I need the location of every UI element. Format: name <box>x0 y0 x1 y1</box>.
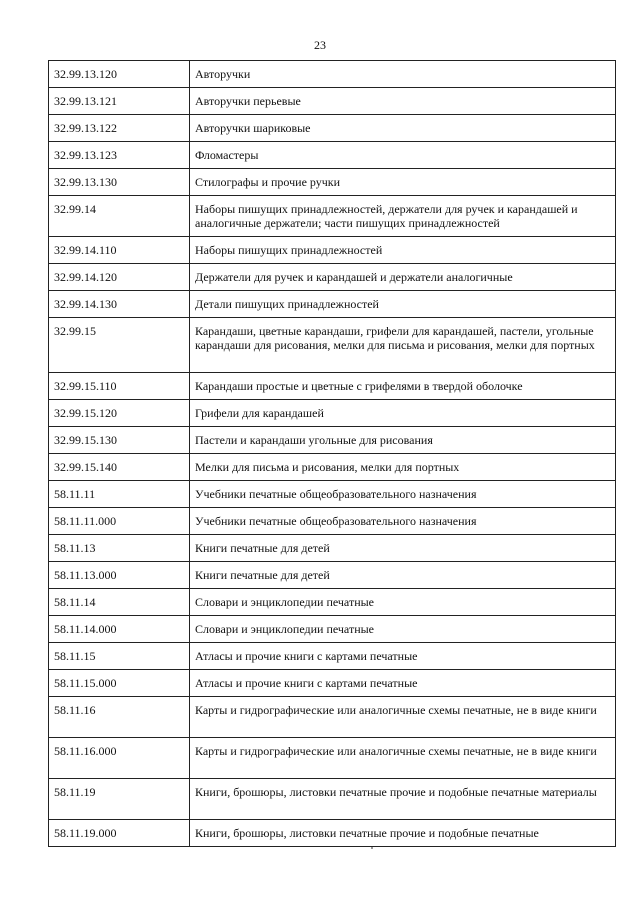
row-code: 58.11.19.000 <box>49 820 190 847</box>
row-code: 32.99.15 <box>49 318 190 373</box>
scan-speck <box>371 847 373 849</box>
table-row <box>49 454 616 481</box>
table-row <box>49 400 616 427</box>
row-code: 58.11.15.000 <box>49 670 190 697</box>
table-row <box>49 427 616 454</box>
row-name: Авторучки <box>190 61 616 88</box>
table-row <box>49 589 616 616</box>
table-row <box>49 820 616 847</box>
row-name: Наборы пишущих принадлежностей, держатели для ручек и карандашей и аналогичные держатели; части пишущих принадлежностей <box>190 196 616 237</box>
row-name: Держатели для ручек и карандашей и держатели аналогичные <box>190 264 616 291</box>
row-code: 58.11.14.000 <box>49 616 190 643</box>
table-row <box>49 88 616 115</box>
row-code: 32.99.14.120 <box>49 264 190 291</box>
row-name: Мелки для письма и рисования, мелки для портных <box>190 454 616 481</box>
row-code: 32.99.13.130 <box>49 169 190 196</box>
row-name: Авторучки шариковые <box>190 115 616 142</box>
row-name: Книги печатные для детей <box>190 535 616 562</box>
row-code: 32.99.13.122 <box>49 115 190 142</box>
row-code: 32.99.13.121 <box>49 88 190 115</box>
row-name: Авторучки перьевые <box>190 88 616 115</box>
table-row <box>49 169 616 196</box>
row-code: 32.99.15.120 <box>49 400 190 427</box>
row-name: Карты и гидрографические или аналогичные схемы печатные, не в виде книги <box>190 697 616 738</box>
table-row <box>49 616 616 643</box>
table-row <box>49 508 616 535</box>
row-name: Карты и гидрографические или аналогичные схемы печатные, не в виде книги <box>190 738 616 779</box>
row-name: Учебники печатные общеобразовательного назначения <box>190 481 616 508</box>
page-number: 23 <box>314 38 326 52</box>
table-row <box>49 264 616 291</box>
row-name: Пастели и карандаши угольные для рисования <box>190 427 616 454</box>
row-code: 32.99.15.110 <box>49 373 190 400</box>
row-name: Атласы и прочие книги с картами печатные <box>190 670 616 697</box>
row-code: 58.11.15 <box>49 643 190 670</box>
table-row <box>49 738 616 779</box>
row-code: 32.99.15.140 <box>49 454 190 481</box>
row-name: Стилографы и прочие ручки <box>190 169 616 196</box>
table-row <box>49 562 616 589</box>
row-name: Учебники печатные общеобразовательного назначения <box>190 508 616 535</box>
row-code: 32.99.14.130 <box>49 291 190 318</box>
row-name: Книги печатные для детей <box>190 562 616 589</box>
row-code: 32.99.14.110 <box>49 237 190 264</box>
row-code: 32.99.13.120 <box>49 61 190 88</box>
row-name: Карандаши простые и цветные с грифелями в твердой оболочке <box>190 373 616 400</box>
row-code: 58.11.19 <box>49 779 190 820</box>
table-body <box>49 61 616 847</box>
row-name: Грифели для карандашей <box>190 400 616 427</box>
row-code: 58.11.11 <box>49 481 190 508</box>
row-code: 58.11.13 <box>49 535 190 562</box>
table-row <box>49 61 616 88</box>
table-row <box>49 115 616 142</box>
row-code: 58.11.13.000 <box>49 562 190 589</box>
table-row <box>49 373 616 400</box>
row-name: Фломастеры <box>190 142 616 169</box>
table-row <box>49 481 616 508</box>
row-code: 58.11.16.000 <box>49 738 190 779</box>
row-code: 58.11.11.000 <box>49 508 190 535</box>
table-row <box>49 196 616 237</box>
row-name: Словари и энциклопедии печатные <box>190 589 616 616</box>
table-row <box>49 643 616 670</box>
row-name: Атласы и прочие книги с картами печатные <box>190 643 616 670</box>
row-code: 32.99.15.130 <box>49 427 190 454</box>
table-row <box>49 697 616 738</box>
row-name: Карандаши, цветные карандаши, грифели для карандашей, пастели, угольные карандаши для рисования, мелки для письма и рисования, мелки для портных <box>190 318 616 373</box>
table-row <box>49 237 616 264</box>
table-row <box>49 779 616 820</box>
row-code: 58.11.16 <box>49 697 190 738</box>
row-code: 32.99.13.123 <box>49 142 190 169</box>
row-code: 32.99.14 <box>49 196 190 237</box>
row-name: Книги, брошюры, листовки печатные прочие и подобные печатные <box>190 820 616 847</box>
table-row <box>49 291 616 318</box>
table-row <box>49 670 616 697</box>
okpd-code-table <box>48 60 616 847</box>
table-row <box>49 535 616 562</box>
table-row <box>49 318 616 373</box>
row-name: Детали пишущих принадлежностей <box>190 291 616 318</box>
row-name: Наборы пишущих принадлежностей <box>190 237 616 264</box>
table-row <box>49 142 616 169</box>
row-name: Книги, брошюры, листовки печатные прочие и подобные печатные материалы <box>190 779 616 820</box>
row-name: Словари и энциклопедии печатные <box>190 616 616 643</box>
row-code: 58.11.14 <box>49 589 190 616</box>
